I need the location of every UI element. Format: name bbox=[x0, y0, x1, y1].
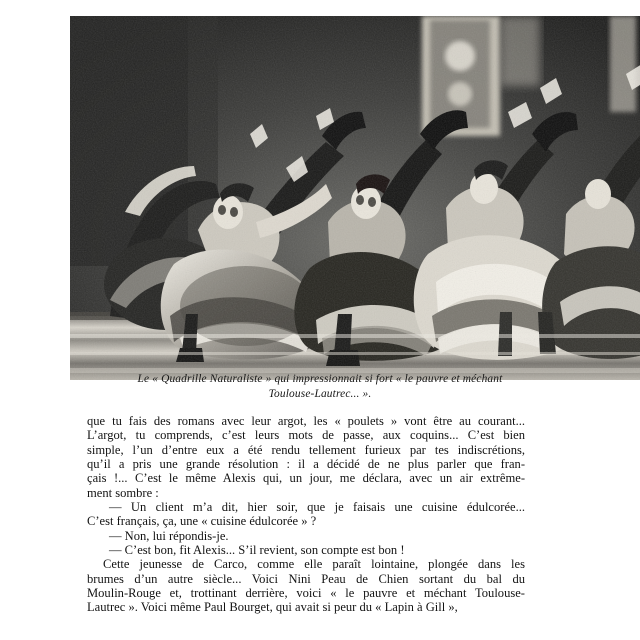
text-line: L’argot, tu comprends, c’est leurs mots de passe, aux coquins... C’est bien bbox=[87, 428, 525, 443]
text-line: — C’est bon, fit Alexis... S’il revient, son compte est bon ! bbox=[109, 543, 405, 558]
text-line: Cette jeunesse de Carco, comme elle paraît lointaine, plongée dans les bbox=[103, 557, 525, 572]
text-line: — Non, lui répondis-je. bbox=[109, 528, 229, 543]
text-line: Lautrec ». Voici même Paul Bourget, qui avait si peur du « Lapin à Gill », bbox=[87, 600, 458, 615]
photograph-figure bbox=[70, 16, 640, 380]
text-line: — Un client m’a dit, hier soir, que je faisais une cuisine édulcorée... bbox=[109, 500, 525, 515]
photograph bbox=[70, 16, 640, 380]
text-line: brumes d’un autre siècle... Voici Nini Peau de Chien sortant du bal du bbox=[87, 571, 525, 586]
caption-line-1: Le « Quadrille Naturaliste » qui impressionnait si fort « le pauvre et méchant bbox=[137, 373, 503, 385]
photograph-image bbox=[70, 16, 640, 380]
caption-line-2: Toulouse-Lautrec... ». bbox=[268, 388, 372, 401]
text-line: ment sombre : bbox=[87, 485, 159, 500]
text-line: Moulin-Rouge et, trottinant derrière, voici « le pauvre et méchant Toulouse- bbox=[87, 586, 525, 601]
text-line: qu’il a pris une grande résolution : il a décidé de ne plus parler que fran- bbox=[87, 457, 525, 472]
text-line: C’est français, ça, une « cuisine édulcorée » ? bbox=[87, 514, 317, 529]
text-line: çais !... C’est le même Alexis qui, un jour, me déclara, avec un air extrême- bbox=[87, 471, 525, 486]
text-line: simple, l’un d’entre eux a été rendu tellement furieux par tes indiscrétions, bbox=[87, 442, 525, 457]
photograph-caption bbox=[78, 372, 562, 402]
text-line: que tu fais des romans avec leur argot, les « poulets » vont être au courant... bbox=[87, 414, 525, 428]
body-text bbox=[87, 414, 525, 615]
